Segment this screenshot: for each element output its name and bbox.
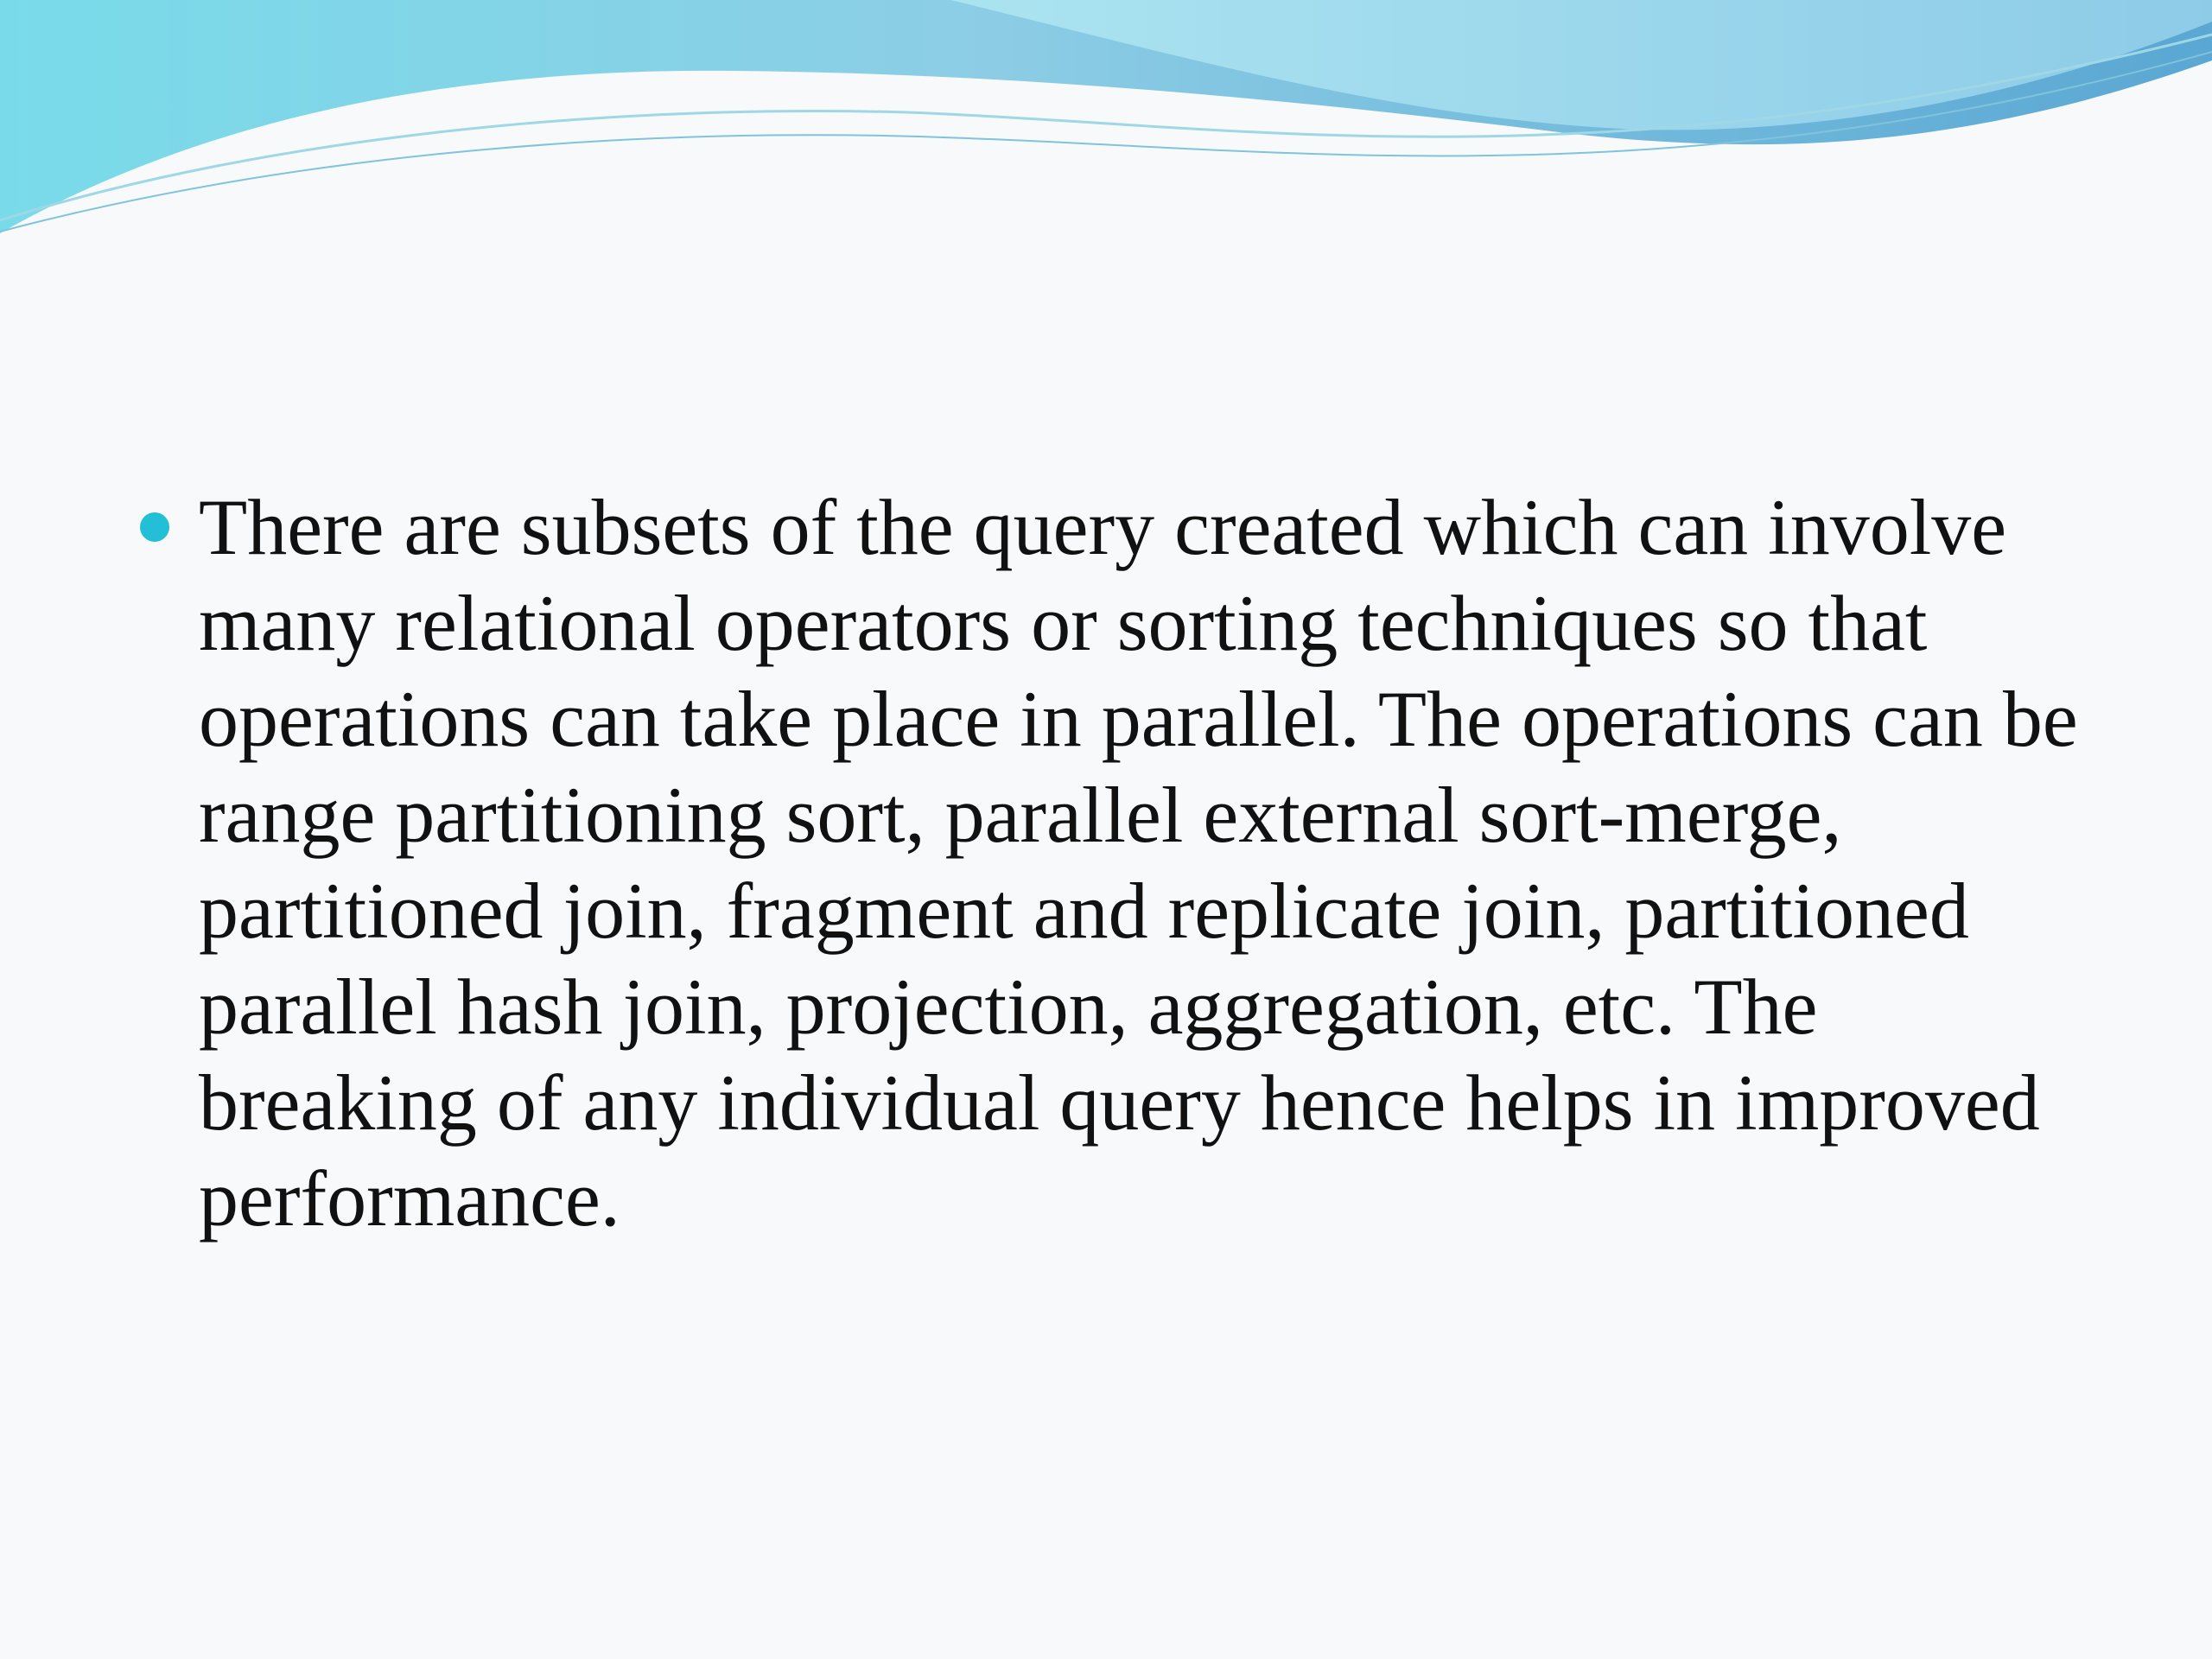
bullet-dot-icon (140, 512, 169, 542)
decorative-wave-header (0, 0, 2212, 259)
bullet-text: There are subsets of the query created which can involve many relational operators or sorting techniques so that operations can take place in parallel. The operations can be range partitioning sort, parallel external sort-merge, partitioned join, fragment and replicate join, partitioned parallel hash join, projection, aggregation, etc. The breaking of any individual query hence helps in improved performance. (199, 483, 2078, 1243)
bullet-item (130, 480, 2100, 1247)
slide-body (130, 480, 2100, 1247)
